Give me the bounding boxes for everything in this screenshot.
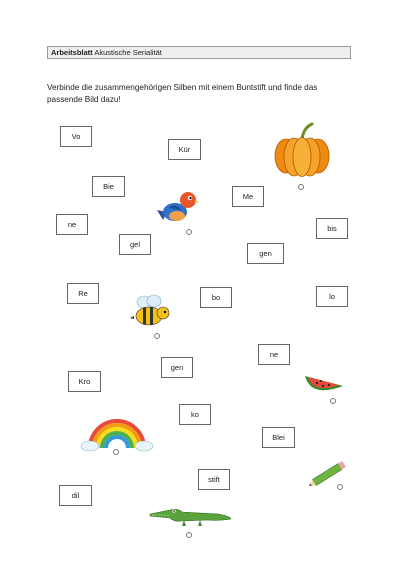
watermelon-icon [303,364,345,396]
answer-circle-pumpkin[interactable] [298,184,304,190]
bee-icon [128,294,172,330]
syllable-card-kuer[interactable]: Kür [168,139,201,160]
syllable-card-me[interactable]: Me [232,186,264,207]
syllable-card-blei[interactable]: Blei [262,427,295,448]
syllable-card-gen-2[interactable]: gen [161,357,193,378]
syllable-card-stift[interactable]: stift [198,469,230,490]
syllable-card-re[interactable]: Re [67,283,99,304]
syllable-card-bie[interactable]: Bie [92,176,125,197]
syllable-card-dil[interactable]: dil [59,485,92,506]
rainbow-icon [80,408,154,452]
header-title: Akustische Serialität [94,48,162,57]
answer-circle-bee[interactable] [154,333,160,339]
syllable-card-kro[interactable]: Kro [68,371,101,392]
answer-circle-bird[interactable] [186,229,192,235]
answer-circle-pencil[interactable] [337,484,343,490]
syllable-card-gen-1[interactable]: gen [247,243,284,264]
syllable-card-lo[interactable]: lo [316,286,348,307]
syllable-card-bo[interactable]: bo [200,287,232,308]
pencil-icon [306,458,352,490]
answer-circle-crocodile[interactable] [186,532,192,538]
worksheet-header [47,46,351,59]
syllable-card-ne-2[interactable]: ne [258,344,290,365]
pumpkin-icon [272,122,332,178]
syllable-card-ko[interactable]: ko [179,404,211,425]
syllable-card-vo[interactable]: Vo [60,126,92,147]
crocodile-icon [148,504,232,530]
answer-circle-rainbow[interactable] [113,449,119,455]
header-label: Arbeitsblatt [51,48,93,57]
answer-circle-watermelon[interactable] [330,398,336,404]
instruction-text: Verbinde die zusammengehörigen Silben mit einem Buntstift und finde das passende Bild dazu! [47,83,318,104]
syllable-card-gel[interactable]: gel [119,234,151,255]
bird-icon [153,188,199,228]
syllable-card-ne-1[interactable]: ne [56,214,88,235]
syllable-card-bis[interactable]: bis [316,218,348,239]
